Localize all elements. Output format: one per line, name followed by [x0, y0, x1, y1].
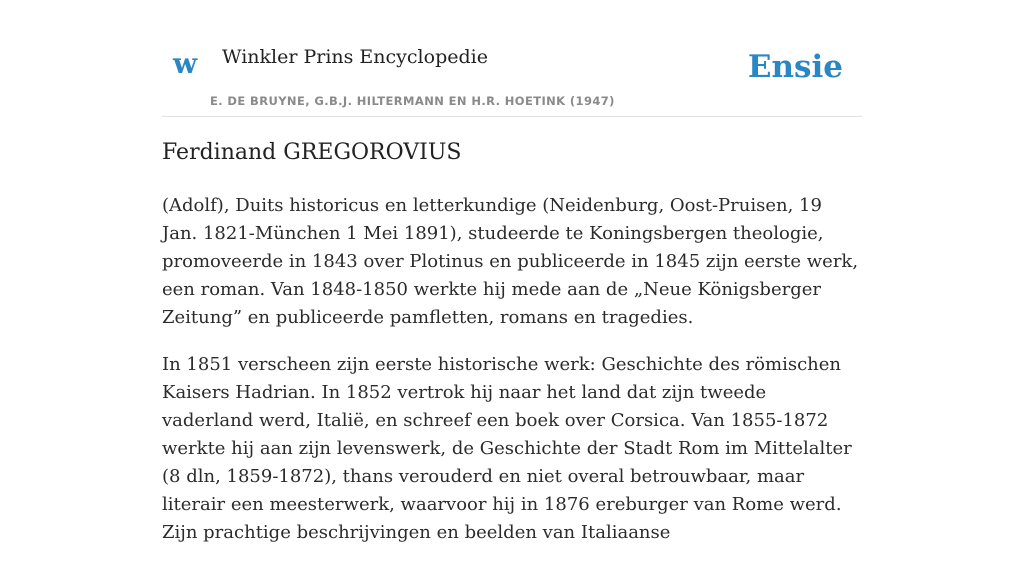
article-title: Ferdinand GREGOROVIUS: [162, 140, 462, 165]
source-header: [162, 0, 862, 117]
winkler-prins-logo-icon[interactable]: w: [173, 47, 198, 80]
article-paragraph: In 1851 verscheen zijn eerste historische werk: Geschichte des römischen Kaisers Hadrian. In 1852 vertrok hij naar het land dat zijn tweede vaderland werd, Italië, en schreef een boek over Corsica. Van 1855-1872 werkte hij aan zijn levenswerk, de Geschichte der Stadt Rom im Mittelalter (8 dln, 1859-1872), thans verouderd en niet overal betrouwbaar, maar literair een meesterwerk, waarvoor hij in 1876 ereburger van Rome werd. Zijn prachtige beschrijvingen en beelden van Italiaanse: [162, 354, 852, 543]
ensie-logo[interactable]: Ensie: [747, 49, 843, 85]
article-body: [162, 192, 862, 566]
article-paragraph: (Adolf), Duits historicus en letterkundige (Neidenburg, Oost-Pruisen, 19 Jan. 1821-München 1 Mei 1891), studeerde te Koningsbergen theologie, promoveerde in 1843 over Plotinus en publiceerde in 1845 zijn eerste werk, een roman. Van 1848-1850 werkte hij mede aan de „Neue Königsberger Zeitung” en publiceerde pamfletten, romans en tragedies.: [162, 195, 859, 328]
source-title-link[interactable]: Winkler Prins Encyclopedie: [222, 46, 488, 68]
page: [162, 0, 862, 543]
source-authors: E. DE BRUYNE, G.B.J. HILTERMANN EN H.R. HOETINK (1947): [210, 94, 615, 108]
